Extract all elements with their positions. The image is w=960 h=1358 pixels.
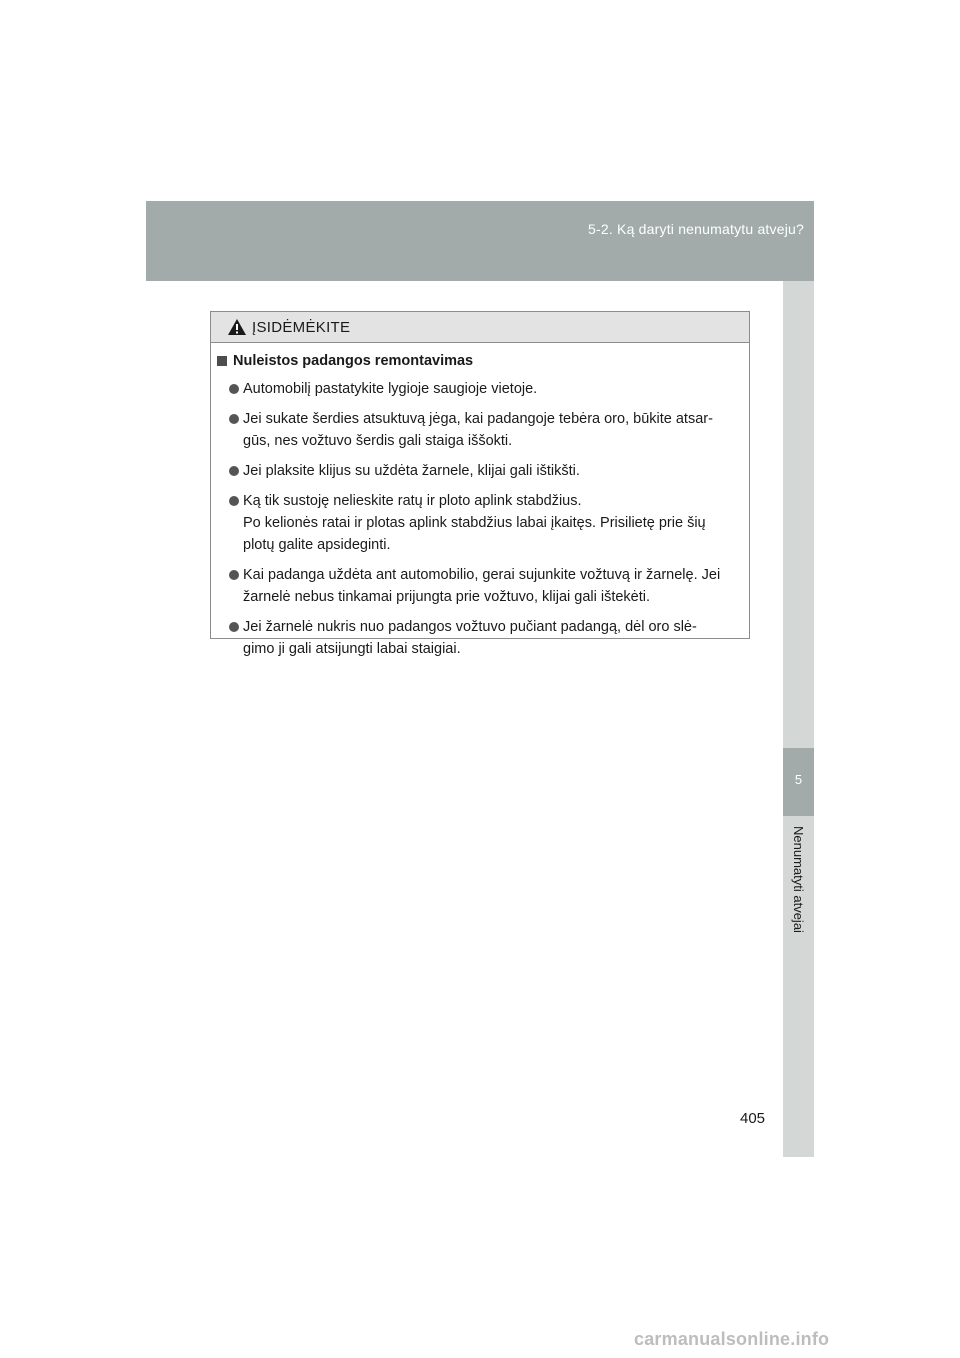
bullet-dot-icon xyxy=(229,496,239,506)
caution-header xyxy=(211,312,749,343)
list-item-line: Automobilį pastatykite lygioje saugioje vietoje. xyxy=(243,381,538,397)
chapter-title: Nenumatyti atvejai xyxy=(791,826,806,933)
warning-triangle-icon xyxy=(227,318,247,336)
bullet-dot-icon xyxy=(229,384,239,394)
list-item xyxy=(216,408,743,452)
list-item-line: Po kelionės ratai ir plotas aplink stabdžius labai įkaitęs. Prisilietę prie šių xyxy=(243,515,706,531)
list-item xyxy=(216,490,743,556)
list-item-line: Jei žarnelė nukris nuo padangos vožtuvo pučiant padangą, dėl oro slė- xyxy=(243,619,697,635)
watermark: carmanualsonline.info xyxy=(634,1329,830,1349)
list-item-line: Ką tik sustoję nelieskite ratų ir ploto aplink stabdžius. xyxy=(243,493,582,509)
list-item xyxy=(216,564,743,608)
list-item-line: žarnelė nebus tinkamai prijungta prie vožtuvo, klijai gali ištekėti. xyxy=(243,589,651,605)
bullet-dot-icon xyxy=(229,622,239,632)
section-header-band xyxy=(146,201,814,281)
list-item xyxy=(216,378,743,400)
caution-body xyxy=(211,343,749,660)
section-heading-text: Nuleistos padangos remontavimas xyxy=(233,353,474,369)
bullet-dot-icon xyxy=(229,466,239,476)
section-heading xyxy=(216,353,743,369)
bullet-dot-icon xyxy=(229,570,239,580)
section-title: 5-2. Ką daryti nenumatytu atveju? xyxy=(588,221,804,237)
bullet-dot-icon xyxy=(229,414,239,424)
list-item-line: Jei plaksite klijus su uždėta žarnele, klijai gali ištikšti. xyxy=(243,463,580,479)
list-item-line: Kai padanga uždėta ant automobilio, gerai sujunkite vožtuvą ir žarnelę. Jei xyxy=(243,567,721,583)
list-item-line: Jei sukate šerdies atsuktuvą jėga, kai padangoje tebėra oro, būkite atsar- xyxy=(243,411,713,427)
bullet-list xyxy=(216,378,743,660)
square-bullet-icon xyxy=(217,356,227,366)
page-number: 405 xyxy=(740,1110,766,1127)
list-item-line: gūs, nes vožtuvo šerdis gali staiga iššokti. xyxy=(243,433,513,449)
list-item xyxy=(216,616,743,660)
chapter-tab xyxy=(783,748,814,816)
caution-title: ĮSIDĖMĖKITE xyxy=(252,318,351,336)
chapter-number: 5 xyxy=(794,772,803,787)
list-item-line: plotų galite apsideginti. xyxy=(243,537,391,553)
chapter-side-strip xyxy=(783,281,814,1157)
caution-box xyxy=(210,311,750,657)
list-item-line: gimo ji gali atsijungti labai staigiai. xyxy=(243,641,461,657)
list-item xyxy=(216,460,743,482)
